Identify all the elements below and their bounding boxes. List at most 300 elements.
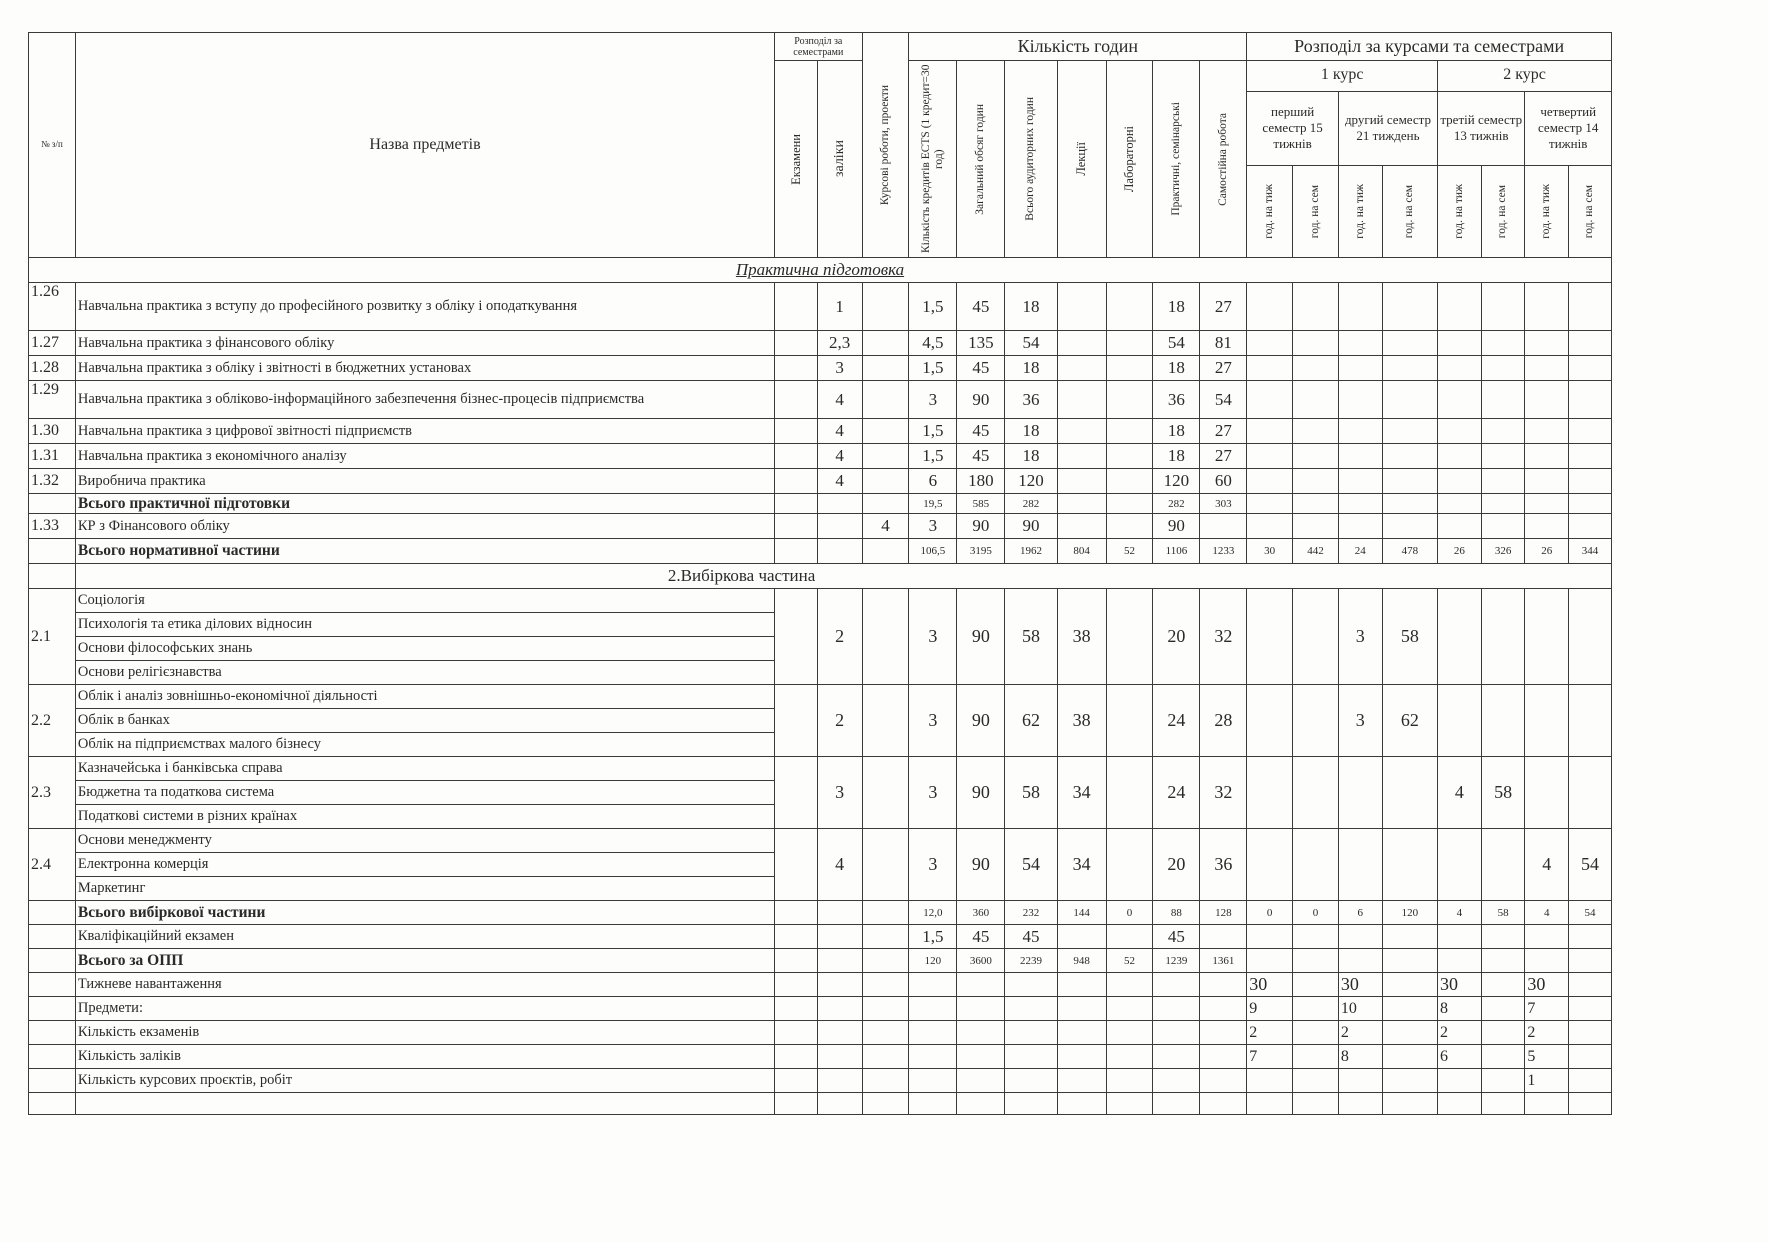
cell-11 [1293,829,1339,901]
header-per-sem-1: год. на сем [1293,166,1339,258]
cell-5 [1005,1021,1057,1045]
cell-9 [1200,1045,1247,1069]
subject-name: Навчальна практика з фінансового обліку [75,331,774,356]
cell-10 [1247,589,1293,685]
cell-2 [862,757,909,829]
cell-4: 45 [957,356,1005,381]
cell-17 [1569,469,1612,494]
cell-16 [1525,1093,1569,1115]
cell-17: 54 [1569,829,1612,901]
section-spacer [29,564,76,589]
cell-8: 18 [1153,356,1200,381]
cell-1: 3 [817,356,862,381]
cell-13 [1382,1093,1437,1115]
cell-14: 8 [1438,997,1482,1021]
practice-row [29,331,1612,356]
subject-name: Облік в банках [75,709,774,733]
cell-2 [862,331,909,356]
cell-12 [1338,514,1382,539]
cell-14 [1438,469,1482,494]
cell-15 [1481,973,1525,997]
cell-6 [1057,494,1106,514]
cell-2 [862,829,909,901]
subject-name: Облік на підприємствах малого бізнесу [75,733,774,757]
cell-4 [957,973,1005,997]
cell-13 [1382,469,1437,494]
cell-11 [1293,331,1339,356]
cell-1 [817,973,862,997]
cell-6 [1057,419,1106,444]
cell-17 [1569,356,1612,381]
cell-13: 120 [1382,901,1437,925]
cell-15 [1481,331,1525,356]
cell-6: 34 [1057,829,1106,901]
cell-13 [1382,1045,1437,1069]
cell-13 [1382,494,1437,514]
cell-13 [1382,356,1437,381]
cell-12 [1338,1069,1382,1093]
cell-12: 3 [1338,589,1382,685]
subject-name: Основи релігієзнавства [75,661,774,685]
cell-11 [1293,514,1339,539]
cell-9: 128 [1200,901,1247,925]
cell-4: 45 [957,925,1005,949]
cell-7 [1106,1069,1153,1093]
cell-1 [817,997,862,1021]
cell-2 [862,685,909,757]
cell-12: 30 [1338,973,1382,997]
cell-5 [1005,973,1057,997]
cell-8: 88 [1153,901,1200,925]
cell-2 [862,356,909,381]
cell-16 [1525,283,1569,331]
row-number [29,901,76,925]
cell-15 [1481,381,1525,419]
cell-12 [1338,444,1382,469]
cell-13 [1382,419,1437,444]
cell-15 [1481,419,1525,444]
cell-17 [1569,494,1612,514]
cell-1: 2 [817,589,862,685]
row-number [29,494,76,514]
cell-9: 60 [1200,469,1247,494]
cell-6 [1057,1069,1106,1093]
cell-13 [1382,283,1437,331]
cell-10: 9 [1247,997,1293,1021]
cell-10 [1247,419,1293,444]
cell-7 [1106,925,1153,949]
cell-11 [1293,1069,1339,1093]
cell-1: 3 [817,757,862,829]
cell-1 [817,539,862,564]
cell-11 [1293,444,1339,469]
header-per-week-4: год. на тиж [1525,166,1569,258]
subject-name: Предмети: [75,997,774,1021]
cell-5: 62 [1005,685,1057,757]
header-per-sem-3: год. на сем [1481,166,1525,258]
cell-13 [1382,381,1437,419]
cell-3 [909,973,957,997]
summary-row [29,973,1612,997]
cell-6: 34 [1057,757,1106,829]
cell-17: 54 [1569,901,1612,925]
cell-15 [1481,283,1525,331]
cell-12: 6 [1338,901,1382,925]
cell-9: 54 [1200,381,1247,419]
cell-2 [862,539,909,564]
cell-12 [1338,925,1382,949]
cell-13 [1382,757,1437,829]
cell-8: 90 [1153,514,1200,539]
cell-0 [775,283,818,331]
elective-row [29,685,1612,709]
header-practical: Практичні, семінарські [1153,61,1200,258]
cell-10 [1247,757,1293,829]
header-exams: Екзамени [775,61,818,258]
cell-0 [775,419,818,444]
cell-6 [1057,381,1106,419]
cell-1: 4 [817,381,862,419]
row-number [29,539,76,564]
cell-14: 30 [1438,973,1482,997]
elective-row [29,829,1612,853]
cell-13: 478 [1382,539,1437,564]
cell-0 [775,514,818,539]
cell-17 [1569,949,1612,973]
cell-13 [1382,444,1437,469]
cell-14 [1438,419,1482,444]
cell-11 [1293,589,1339,685]
cell-0 [775,1045,818,1069]
cell-14 [1438,356,1482,381]
cell-8: 18 [1153,283,1200,331]
cell-5: 18 [1005,283,1057,331]
cell-11 [1293,381,1339,419]
cell-7 [1106,829,1153,901]
cell-15 [1481,444,1525,469]
cell-10 [1247,829,1293,901]
cell-0 [775,973,818,997]
cell-10 [1247,283,1293,331]
curriculum-sheet [28,32,1612,1115]
subject-name: Навчальна практика з цифрової звітності підприємств [75,419,774,444]
cell-5: 58 [1005,757,1057,829]
cell-7: 0 [1106,901,1153,925]
cell-14 [1438,589,1482,685]
cell-8 [1153,1045,1200,1069]
cell-17 [1569,1021,1612,1045]
qual-exam-row [29,925,1612,949]
cell-1 [817,1021,862,1045]
cell-15 [1481,1069,1525,1093]
cell-16: 26 [1525,539,1569,564]
cell-4: 90 [957,685,1005,757]
total-practical-row [29,494,1612,514]
cell-2 [862,469,909,494]
row-number: 1.26 [29,283,76,331]
cell-8: 20 [1153,589,1200,685]
header-per-week-2: год. на тиж [1338,166,1382,258]
cell-9 [1200,925,1247,949]
cell-4 [957,1045,1005,1069]
cell-14 [1438,494,1482,514]
cell-6 [1057,283,1106,331]
cell-16 [1525,685,1569,757]
subject-name: Облік і аналіз зовнішньо-економічної діяльності [75,685,774,709]
cell-15 [1481,494,1525,514]
cell-5: 90 [1005,514,1057,539]
cell-8: 24 [1153,685,1200,757]
cell-12 [1338,757,1382,829]
header-selfwork: Самостійна робота [1200,61,1247,258]
cell-7 [1106,997,1153,1021]
cell-10 [1247,469,1293,494]
cell-6 [1057,444,1106,469]
cell-9: 1233 [1200,539,1247,564]
cell-9: 27 [1200,356,1247,381]
cell-8 [1153,1069,1200,1093]
cell-13 [1382,973,1437,997]
cell-9: 27 [1200,444,1247,469]
row-number [29,1021,76,1045]
cell-11 [1293,925,1339,949]
subject-name: Всього вибіркової частини [75,901,774,925]
cell-3: 120 [909,949,957,973]
cell-7 [1106,381,1153,419]
kr-row [29,514,1612,539]
cell-8: 1239 [1153,949,1200,973]
cell-7 [1106,973,1153,997]
cell-6 [1057,997,1106,1021]
cell-2 [862,589,909,685]
cell-0 [775,589,818,685]
cell-17: 344 [1569,539,1612,564]
cell-5: 36 [1005,381,1057,419]
cell-12 [1338,949,1382,973]
cell-2 [862,1069,909,1093]
cell-0 [775,949,818,973]
cell-4: 90 [957,829,1005,901]
cell-3: 3 [909,685,957,757]
cell-16: 4 [1525,829,1569,901]
cell-4: 45 [957,419,1005,444]
subject-name: Навчальна практика з економічного аналізу [75,444,774,469]
header-lectures: Лекції [1057,61,1106,258]
subject-name: Основи менеджменту [75,829,774,853]
cell-15: 326 [1481,539,1525,564]
summary-row [29,997,1612,1021]
cell-6 [1057,973,1106,997]
header-labs: Лабораторні [1106,61,1153,258]
cell-3: 1,5 [909,419,957,444]
practice-row [29,444,1612,469]
cell-12 [1338,469,1382,494]
cell-4 [957,997,1005,1021]
cell-10 [1247,1093,1293,1115]
cell-11 [1293,973,1339,997]
summary-row [29,1069,1612,1093]
cell-14 [1438,685,1482,757]
cell-9: 27 [1200,419,1247,444]
row-number: 2.2 [29,685,76,757]
row-number: 1.33 [29,514,76,539]
cell-7 [1106,494,1153,514]
cell-4: 90 [957,514,1005,539]
header-total-volume: Загальний обсяг годин [957,61,1005,258]
row-number: 1.27 [29,331,76,356]
row-number: 2.4 [29,829,76,901]
cell-17 [1569,925,1612,949]
cell-7: 52 [1106,949,1153,973]
cell-11 [1293,1021,1339,1045]
cell-13: 62 [1382,685,1437,757]
cell-14 [1438,949,1482,973]
cell-1: 4 [817,469,862,494]
header-aud: Всього аудиторних годин [1005,61,1057,258]
cell-6 [1057,469,1106,494]
cell-16 [1525,469,1569,494]
cell-0 [775,925,818,949]
table-header [29,33,1612,258]
cell-16: 2 [1525,1021,1569,1045]
cell-17 [1569,1069,1612,1093]
cell-0 [775,356,818,381]
cell-17 [1569,1045,1612,1069]
header-sem4: четвертий семестр 14 тижнів [1525,91,1612,165]
cell-0 [775,381,818,419]
row-number: 1.29 [29,381,76,419]
cell-17 [1569,589,1612,685]
cell-1: 4 [817,444,862,469]
cell-12 [1338,419,1382,444]
header-hours: Кількість годин [909,33,1247,61]
cell-5: 54 [1005,829,1057,901]
cell-16 [1525,381,1569,419]
practice-row [29,381,1612,419]
cell-10: 2 [1247,1021,1293,1045]
cell-14: 4 [1438,757,1482,829]
cell-6: 948 [1057,949,1106,973]
subject-name: Виробнича практика [75,469,774,494]
cell-6 [1057,514,1106,539]
cell-12 [1338,356,1382,381]
cell-12 [1338,829,1382,901]
cell-13 [1382,829,1437,901]
cell-3: 4,5 [909,331,957,356]
cell-9 [1200,1021,1247,1045]
cell-5: 232 [1005,901,1057,925]
cell-12: 24 [1338,539,1382,564]
table-body [29,258,1612,1115]
summary-row [29,1045,1612,1069]
header-sem1: перший семестр 15 тижнів [1247,91,1339,165]
subject-name: КР з Фінансового обліку [75,514,774,539]
cell-4: 3600 [957,949,1005,973]
cell-4 [957,1093,1005,1115]
cell-5: 18 [1005,419,1057,444]
cell-5: 45 [1005,925,1057,949]
cell-13 [1382,1069,1437,1093]
cell-0 [775,331,818,356]
cell-14 [1438,1093,1482,1115]
subject-name: Всього за ОПП [75,949,774,973]
cell-2 [862,997,909,1021]
cell-9: 303 [1200,494,1247,514]
row-number: 1.30 [29,419,76,444]
cell-16 [1525,444,1569,469]
cell-10 [1247,356,1293,381]
header-course1: 1 курс [1247,61,1438,92]
cell-8 [1153,1021,1200,1045]
cell-11 [1293,949,1339,973]
cell-5 [1005,1093,1057,1115]
cell-13 [1382,949,1437,973]
cell-11: 442 [1293,539,1339,564]
cell-3: 1,5 [909,283,957,331]
cell-17 [1569,283,1612,331]
total-normative-row [29,539,1612,564]
cell-12: 8 [1338,1045,1382,1069]
subject-name: Всього практичної підготовки [75,494,774,514]
cell-2 [862,1045,909,1069]
cell-10 [1247,514,1293,539]
header-sem3: третій семестр 13 тижнів [1438,91,1525,165]
cell-3 [909,1021,957,1045]
cell-17 [1569,444,1612,469]
cell-14 [1438,514,1482,539]
cell-16: 5 [1525,1045,1569,1069]
cell-14: 26 [1438,539,1482,564]
cell-1: 1 [817,283,862,331]
cell-14 [1438,444,1482,469]
cell-16: 7 [1525,997,1569,1021]
cell-17 [1569,514,1612,539]
cell-17 [1569,973,1612,997]
cell-10: 30 [1247,539,1293,564]
cell-9 [1200,1093,1247,1115]
cell-0 [775,901,818,925]
header-per-sem-4: год. на сем [1569,166,1612,258]
cell-0 [775,757,818,829]
cell-7 [1106,1045,1153,1069]
cell-14 [1438,283,1482,331]
cell-9: 32 [1200,589,1247,685]
cell-5: 18 [1005,444,1057,469]
cell-14 [1438,331,1482,356]
cell-10 [1247,1069,1293,1093]
cell-5: 58 [1005,589,1057,685]
cell-15 [1481,1045,1525,1069]
cell-7 [1106,331,1153,356]
cell-3: 3 [909,757,957,829]
cell-6 [1057,356,1106,381]
cell-0 [775,997,818,1021]
cell-3: 1,5 [909,356,957,381]
row-number [29,925,76,949]
cell-5: 1962 [1005,539,1057,564]
cell-3: 1,5 [909,444,957,469]
row-number: 2.3 [29,757,76,829]
cell-5: 2239 [1005,949,1057,973]
cell-5 [1005,997,1057,1021]
cell-4: 3195 [957,539,1005,564]
cell-2 [862,973,909,997]
cell-6: 144 [1057,901,1106,925]
cell-7 [1106,356,1153,381]
cell-7 [1106,444,1153,469]
cell-11 [1293,283,1339,331]
cell-16 [1525,419,1569,444]
